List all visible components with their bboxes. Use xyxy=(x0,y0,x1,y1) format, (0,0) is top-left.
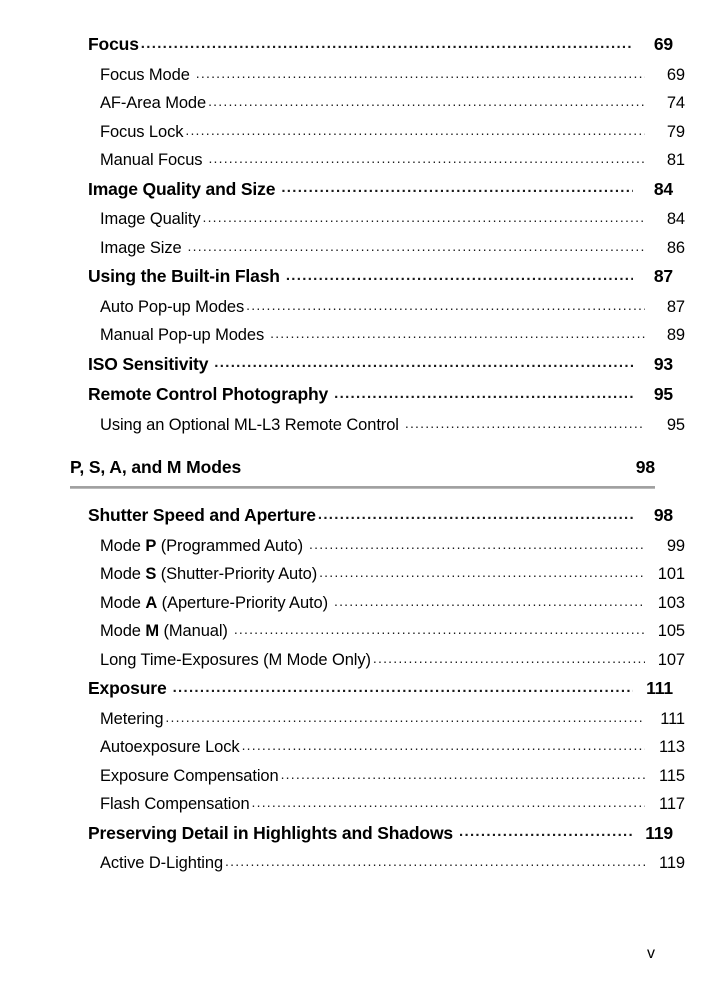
toc-entry[interactable] xyxy=(100,293,685,322)
toc-entry-title: Manual Focus xyxy=(100,151,203,169)
toc-entry-page-number: 89 xyxy=(666,326,685,344)
dot-leader xyxy=(167,674,633,703)
toc-entry-page-number: 111 xyxy=(660,709,685,728)
dot-leader xyxy=(316,501,633,530)
dot-leader xyxy=(228,615,645,644)
toc-entry-title xyxy=(100,589,328,618)
dot-leader xyxy=(303,530,645,559)
toc-entry[interactable] xyxy=(100,321,685,350)
toc-entry[interactable] xyxy=(100,234,685,263)
toc-entry[interactable] xyxy=(100,849,685,878)
toc-entry-title xyxy=(100,560,317,589)
toc-entry-page-number: 119 xyxy=(658,854,685,872)
dot-leader xyxy=(201,203,646,232)
mode-letter: A xyxy=(145,593,158,612)
title-text: (Manual) xyxy=(159,622,228,640)
toc-entry-title: Focus xyxy=(88,34,139,54)
toc-entry-page-number: 105 xyxy=(657,622,685,640)
toc-entry-page-number: 81 xyxy=(666,151,685,169)
title-text: Mode xyxy=(100,565,146,583)
dot-leader xyxy=(206,87,645,116)
toc-entry-title: ISO Sensitivity xyxy=(88,353,209,374)
toc-entry-page-number: 95 xyxy=(666,415,685,434)
toc-entry-page-number: 74 xyxy=(666,94,685,112)
toc-entry-page-number: 69 xyxy=(653,34,673,54)
toc-entry[interactable] xyxy=(88,380,673,411)
toc-entry[interactable] xyxy=(88,262,673,293)
toc-section-list-upper xyxy=(70,30,685,439)
title-text: Mode xyxy=(100,593,146,612)
toc-entry-title: Image Quality and Size xyxy=(88,178,276,199)
dot-leader xyxy=(399,409,645,438)
toc-entry-page-number: 69 xyxy=(666,65,685,84)
toc-section-list-lower xyxy=(70,501,685,878)
dot-leader xyxy=(453,818,633,847)
toc-content xyxy=(70,30,685,878)
title-text: Mode xyxy=(100,622,146,640)
toc-entry-page-number: 98 xyxy=(653,505,673,525)
toc-entry-title: AF-Area Mode xyxy=(100,94,207,112)
dot-leader xyxy=(163,703,645,732)
dot-leader xyxy=(250,788,645,817)
toc-entry-title xyxy=(100,532,303,561)
toc-entry[interactable] xyxy=(100,790,685,819)
toc-entry-title: Using the Built-in Flash xyxy=(88,266,280,286)
toc-entry-title: Preserving Detail in Highlights and Shadows xyxy=(88,822,454,843)
dot-leader xyxy=(317,558,645,587)
dot-leader xyxy=(328,380,633,409)
dot-leader xyxy=(328,587,645,616)
toc-entry[interactable] xyxy=(100,118,685,147)
toc-entry[interactable] xyxy=(100,411,685,440)
toc-entry-page-number: 113 xyxy=(658,738,685,756)
title-text: (Aperture-Priority Auto) xyxy=(157,593,328,612)
dot-leader xyxy=(190,59,645,88)
toc-entry[interactable] xyxy=(100,205,685,234)
page-folio: v xyxy=(647,945,655,962)
toc-entry-title xyxy=(100,617,228,646)
dot-leader xyxy=(264,319,645,348)
title-text: Mode xyxy=(100,536,146,555)
toc-entry-title: Exposure xyxy=(88,678,167,698)
toc-entry-title: Focus Lock xyxy=(100,122,184,141)
toc-entry-page-number: 84 xyxy=(666,210,685,228)
mode-letter: S xyxy=(145,565,157,583)
toc-entry-page-number: 117 xyxy=(658,795,685,813)
toc-entry[interactable] xyxy=(100,560,685,589)
toc-entry-page-number: 93 xyxy=(653,353,673,374)
toc-entry-page-number: 86 xyxy=(666,238,685,257)
toc-entry-page-number: 87 xyxy=(666,297,685,316)
title-text: (Shutter-Priority Auto) xyxy=(156,565,318,583)
toc-entry[interactable] xyxy=(88,30,673,61)
toc-entry-page-number: 119 xyxy=(645,822,673,843)
toc-entry-title: Flash Compensation xyxy=(100,795,250,813)
toc-entry-title: Long Time-Exposures (M Mode Only) xyxy=(100,650,371,669)
toc-entry-title: Remote Control Photography xyxy=(88,384,329,404)
toc-entry[interactable] xyxy=(100,617,685,646)
toc-entry[interactable] xyxy=(100,146,685,175)
toc-entry-page-number: 95 xyxy=(653,384,673,404)
toc-entry[interactable] xyxy=(100,61,685,90)
toc-entry[interactable] xyxy=(100,762,685,791)
toc-entry-title: Auto Pop-up Modes xyxy=(100,297,245,316)
chapter-header-block xyxy=(70,453,655,489)
toc-entry[interactable] xyxy=(88,819,673,850)
toc-entry[interactable] xyxy=(88,501,673,532)
dot-leader xyxy=(279,760,645,789)
toc-entry-title: Active D-Lighting xyxy=(100,854,224,872)
toc-entry-page-number: 111 xyxy=(646,678,673,698)
toc-entry-title: Manual Pop-up Modes xyxy=(100,326,265,344)
dot-leader xyxy=(240,731,645,760)
toc-entry[interactable] xyxy=(88,350,673,381)
dot-leader xyxy=(280,262,633,291)
mode-letter: M xyxy=(145,622,160,640)
toc-entry-page-number: 79 xyxy=(666,122,685,141)
toc-entry-title: Autoexposure Lock xyxy=(100,738,240,756)
toc-entry-title: Image Size xyxy=(100,238,182,257)
chapter-divider-rule xyxy=(70,486,655,489)
toc-entry-title: Shutter Speed and Aperture xyxy=(88,505,316,525)
toc-entry-page-number: 107 xyxy=(657,650,685,669)
toc-entry[interactable] xyxy=(100,646,685,675)
dot-leader xyxy=(275,174,633,203)
title-text: (Programmed Auto) xyxy=(156,536,304,555)
toc-entry-title: Metering xyxy=(100,709,164,728)
toc-entry-page-number: 87 xyxy=(653,266,673,286)
dot-leader xyxy=(244,291,645,320)
chapter-title: P, S, A, and M Modes xyxy=(70,457,242,477)
mode-letter: P xyxy=(145,536,157,555)
toc-entry[interactable] xyxy=(100,532,685,561)
toc-entry-page-number: 115 xyxy=(658,766,685,785)
dot-leader xyxy=(202,144,645,173)
dot-leader xyxy=(139,30,633,59)
chapter-header[interactable] xyxy=(70,453,655,481)
toc-entry[interactable] xyxy=(100,733,685,762)
toc-entry-title: Focus Mode xyxy=(100,65,190,84)
toc-entry-title: Image Quality xyxy=(100,210,201,228)
toc-entry-page-number: 103 xyxy=(657,593,685,612)
toc-entry-title: Exposure Compensation xyxy=(100,766,279,785)
toc-entry-page-number: 101 xyxy=(657,565,685,583)
dot-leader xyxy=(223,847,645,876)
dot-leader xyxy=(183,116,645,145)
dot-leader xyxy=(182,232,645,261)
toc-entry-page-number: 84 xyxy=(653,178,673,199)
dot-leader xyxy=(371,644,645,673)
toc-entry[interactable] xyxy=(100,89,685,118)
chapter-page-number: 98 xyxy=(635,457,655,477)
toc-entry[interactable] xyxy=(100,705,685,734)
toc-entry[interactable] xyxy=(88,674,673,705)
dot-leader xyxy=(208,349,633,378)
toc-entry[interactable] xyxy=(100,589,685,618)
toc-entry-page-number: 99 xyxy=(666,536,685,555)
toc-entry[interactable] xyxy=(88,175,673,206)
toc-entry-title: Using an Optional ML-L3 Remote Control xyxy=(100,415,399,434)
